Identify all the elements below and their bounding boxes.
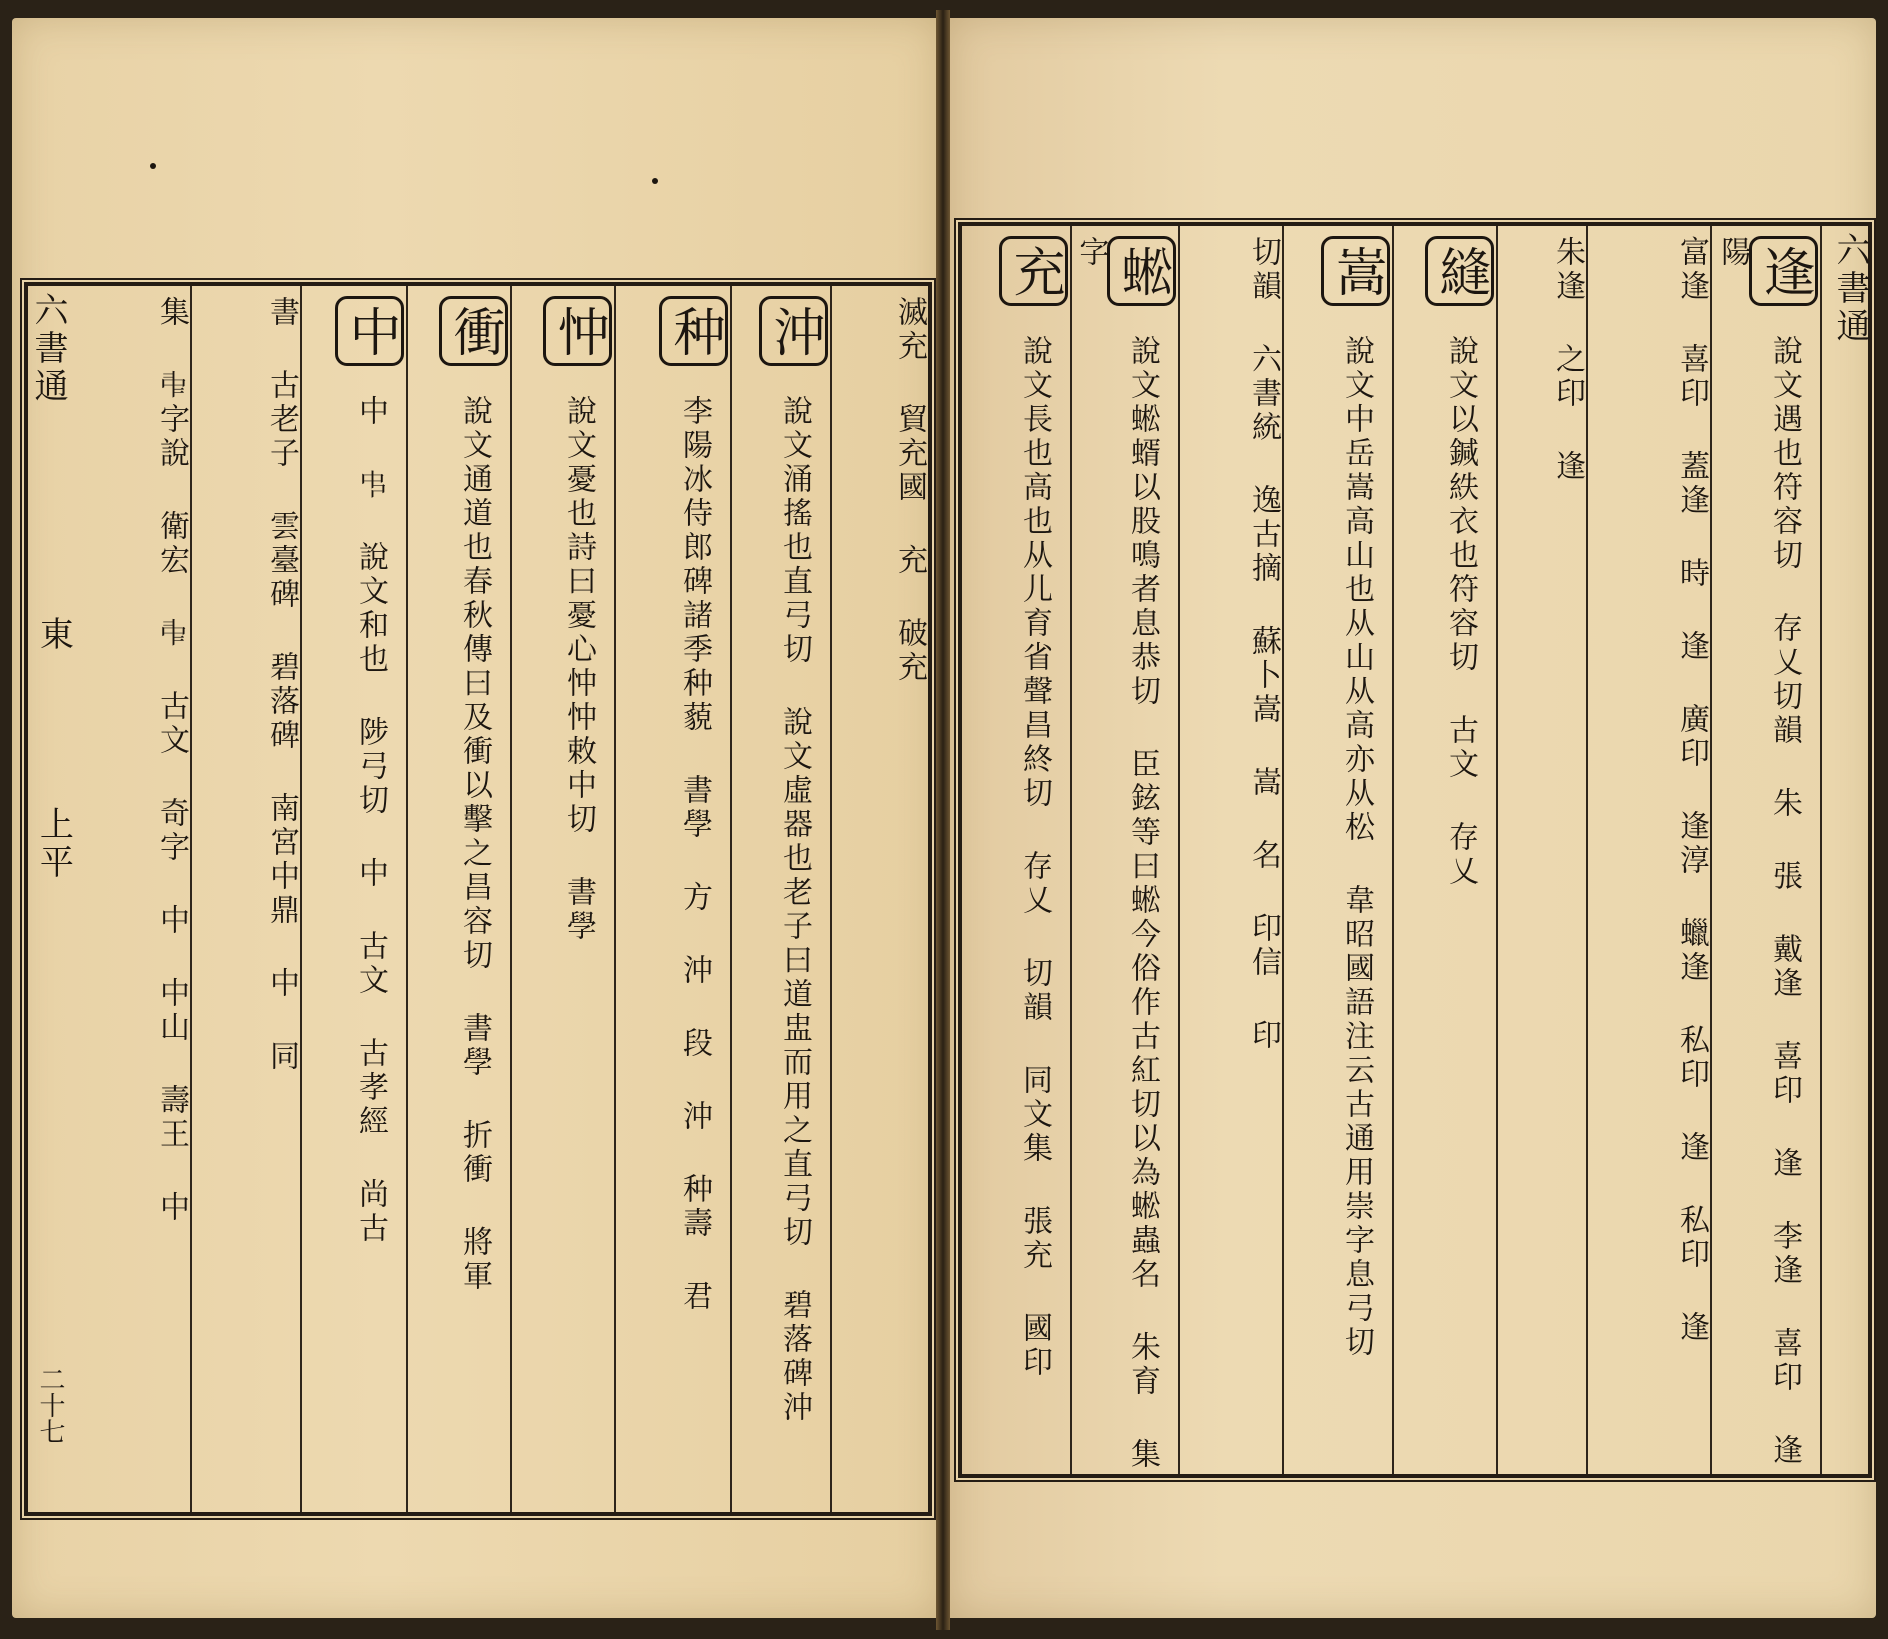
column-feng-meet	[1712, 226, 1822, 1474]
column-text: 滅充 貿充國 充 破充	[892, 296, 927, 685]
headword-box: 衝	[439, 296, 508, 366]
column-text: 朱逢 之印 逢	[1550, 236, 1585, 484]
column-text: 說文蜙蝑以股鳴者息恭切 臣鉉等曰蜙今俗作古紅切以為蜙蟲名 朱育 集字	[1073, 236, 1160, 1472]
headword-box: 中	[335, 296, 404, 366]
ink-dot	[652, 178, 658, 184]
column-feng-sew	[1394, 226, 1498, 1474]
column-3	[1498, 226, 1588, 1474]
column-text: 切韻 六書統 逸古摘 蘇卜嵩 嵩 名 印信 印	[1246, 236, 1281, 1053]
left-spine-tone: 上平	[33, 806, 74, 882]
headword-box: 充	[999, 236, 1068, 306]
column-6	[1180, 226, 1284, 1474]
headword-box: 縫	[1425, 236, 1494, 306]
column-text: 說文長也高也从儿育省聲昌終切 存乂 切韻 同文集 張充 國印	[1017, 335, 1052, 1380]
headword-box: 逢	[1749, 236, 1818, 306]
column-text: 說文通道也春秋傳曰及衝以擊之昌容切 書學 折衝 將軍	[457, 395, 492, 1294]
column-6-zhong-grain	[616, 286, 732, 1512]
column-text: 說文以鍼紩衣也符容切 古文 存乂	[1443, 335, 1478, 889]
left-spine-rhyme: 東	[33, 616, 74, 654]
column-2	[1588, 226, 1712, 1474]
right-spine-title: 六書通	[1830, 232, 1870, 346]
column-8	[832, 286, 928, 1512]
column-text: 說文憂也詩曰憂心忡忡敕中切 書學	[561, 395, 596, 944]
column-text: 說文中岳嵩高山也从山从高亦从松 韋昭國語注云古通用崇字息弓切	[1339, 335, 1374, 1360]
column-text: 李陽冰侍郎碑諸季种藐 書學 方 沖 段 沖 种壽 君	[677, 395, 712, 1314]
column-4-chong	[408, 286, 512, 1512]
right-page-frame	[958, 222, 1872, 1478]
column-chong-full	[962, 226, 1072, 1474]
column-text: 說文遇也符容切 存乂切韻 朱 張 戴逢 喜印 逢 李逢 喜印 逢 陽	[1715, 236, 1802, 1468]
column-song-insect	[1072, 226, 1180, 1474]
left-page-frame	[24, 282, 932, 1516]
left-page-number: 二十七	[35, 1366, 65, 1444]
headword-box: 嵩	[1321, 236, 1390, 306]
column-text: 中 𠁧 說文和也 陟弓切 中 古文 古孝經 尚古	[353, 395, 388, 1246]
column-3-zhong	[302, 286, 408, 1512]
book-gutter	[936, 10, 950, 1630]
column-1	[76, 286, 192, 1512]
left-spine-title: 六書通	[28, 292, 68, 406]
headword-box: 蜙	[1107, 236, 1176, 306]
column-text: 說文涌搖也直弓切 說文虛器也老子曰道盅而用之直弓切 碧落碑沖	[777, 395, 812, 1425]
column-2	[192, 286, 302, 1512]
headword-box: 忡	[543, 296, 612, 366]
column-text: 集 𠁩字說 衛宏 𠁩 古文 奇字 中 中山 壽王 中	[154, 296, 189, 1225]
column-5-chong-heart	[512, 286, 616, 1512]
column-7-chong-water	[732, 286, 832, 1512]
column-text: 書 古老子 雲臺碑 碧落碑 南宮中鼎 中 同	[264, 296, 299, 1074]
column-text: 富逢 喜印 蓋逢 時 逢 廣印 逢淳 蠟逢 私印 逢 私印 逢	[1674, 236, 1709, 1345]
column-song-mountain	[1284, 226, 1394, 1474]
headword-box: 沖	[759, 296, 828, 366]
headword-box: 种	[659, 296, 728, 366]
ink-dot	[150, 163, 156, 169]
